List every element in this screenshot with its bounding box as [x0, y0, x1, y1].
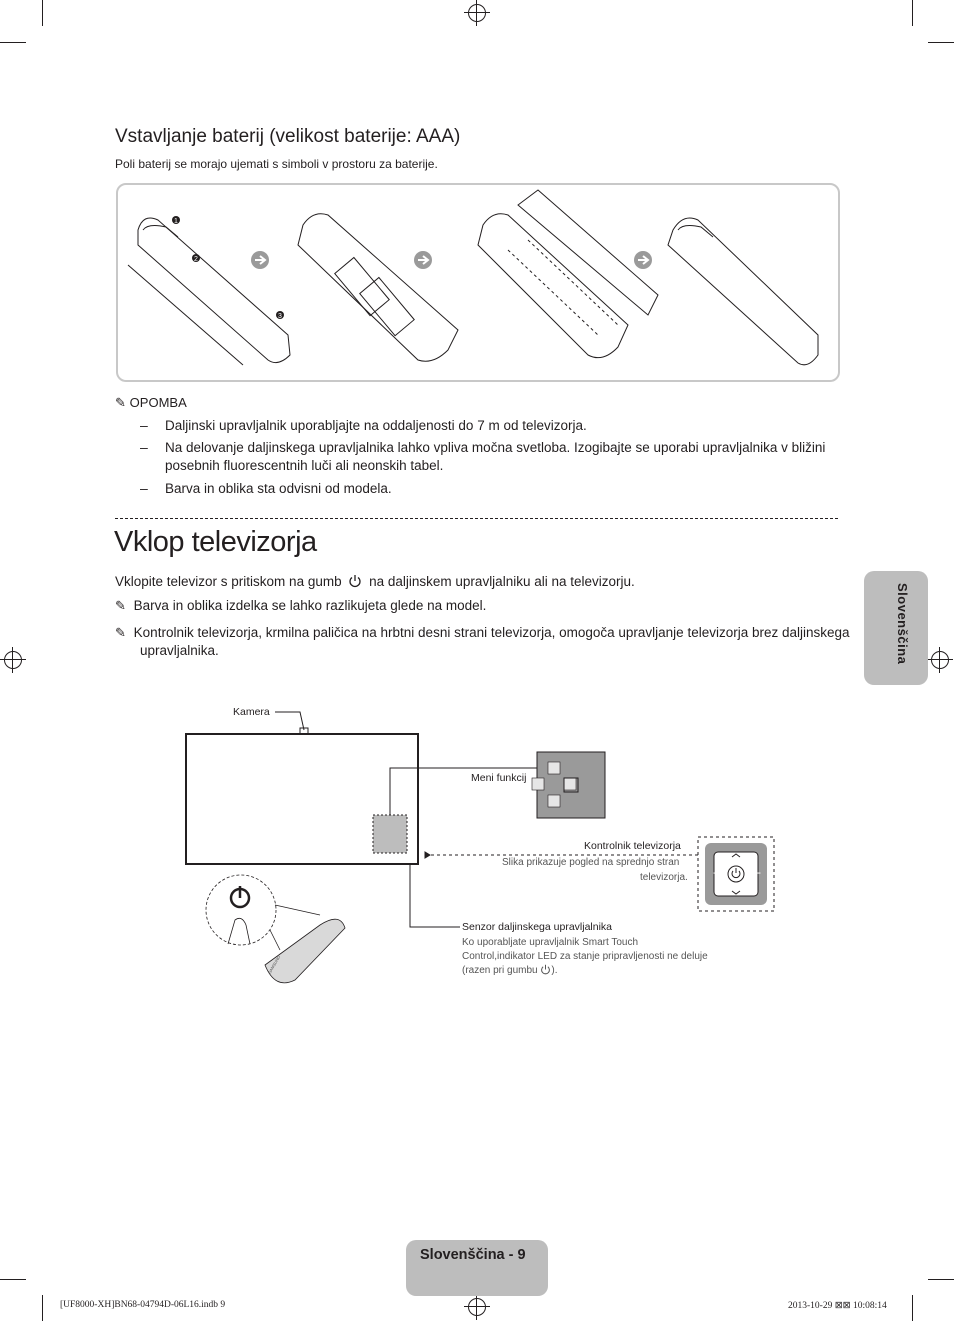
power-note-2-cont: upravljalnika.	[140, 643, 219, 658]
dash: –	[140, 480, 148, 496]
svg-text:1: 1	[174, 218, 178, 225]
camera-label: Kamera	[233, 706, 270, 718]
tv-controller-panel	[698, 837, 774, 911]
note-title: OPOMBA	[129, 395, 187, 410]
pencil-note-icon: ✎	[115, 625, 126, 640]
registration-mark-right	[931, 651, 949, 669]
battery-intro: Poli baterij se morajo ujemati s simboli v prostoru za baterije.	[115, 157, 438, 171]
sensor-desc-2: Control,indikator LED za stanje pripravljenosti ne deluje	[462, 951, 708, 962]
sensor-desc-1: Ko uporabljate upravljalnik Smart Touch	[462, 937, 639, 948]
controller-desc-1: Slika prikazuje pogled na sprednjo stran	[502, 857, 680, 868]
dash: –	[140, 417, 148, 433]
power-intro-after: na daljinskem upravljalniku ali na televizorju.	[369, 574, 635, 589]
svg-text:2: 2	[194, 256, 198, 263]
svg-text:3: 3	[278, 313, 282, 320]
remote-brand: SAMSUNG	[266, 954, 282, 975]
battery-steps-svg	[118, 185, 838, 380]
step-arrows	[251, 251, 652, 269]
power-icon	[348, 574, 362, 588]
language-side-tab-label: Slovenščina	[895, 583, 910, 665]
controller-desc-2: televizorja.	[640, 872, 688, 883]
power-icon	[540, 964, 551, 975]
battery-heading: Vstavljanje baterij (velikost baterije: AAA)	[115, 126, 461, 147]
controller-plus: +	[713, 866, 721, 880]
battery-illustration	[116, 183, 840, 382]
controller-label: Kontrolnik televizorja	[584, 840, 681, 852]
registration-mark-left	[4, 651, 22, 669]
footer-datetime: 2013-10-29 ⊠⊠ 10:08:14	[788, 1301, 887, 1311]
power-note-2: ✎ Kontrolnik televizorja, krmilna paličica na hrbtni desni strani televizorja, omogoča upravljanje televizorja brez daljinskega	[115, 625, 850, 640]
power-intro-before: Vklopite televizor s pritiskom na gumb	[115, 574, 342, 589]
note-item-3: Barva in oblika sta odvisni od modela.	[165, 481, 392, 496]
registration-mark-bottom	[468, 1298, 486, 1316]
note-item-1: Daljinski upravljalnik uporabljajte na oddaljenosti do 7 m od televizorja.	[165, 418, 587, 433]
power-note-1: ✎ Barva in oblika izdelka se lahko razlikujeta glede na model.	[115, 598, 487, 613]
menu-functions-panel	[532, 752, 605, 818]
page-number-label: Slovenščina - 9	[420, 1247, 526, 1263]
registration-mark-top	[468, 4, 486, 22]
dash: –	[140, 439, 148, 455]
controller-minus: −	[754, 866, 762, 880]
sensor-desc-3: (razen pri gumbu ).	[462, 965, 558, 976]
pencil-note-icon: ✎	[115, 598, 126, 613]
sensor-label: Senzor daljinskega upravljalnika	[462, 921, 613, 933]
power-intro	[115, 573, 635, 591]
note-item-2: Na delovanje daljinskega upravljalnika lahko vpliva močna svetloba. Izogibajte se uporabi upravljalnika v bližini	[165, 440, 826, 455]
power-heading: Vklop televizorja	[114, 526, 317, 558]
footer-file: [UF8000-XH]BN68-04794D-06L16.indb 9	[60, 1300, 226, 1310]
note-item-2-cont: posebnih fluorescentnih luči ali neonskih tabel.	[165, 458, 444, 473]
section-divider	[115, 518, 838, 519]
note-block	[115, 394, 835, 412]
menu-functions-label: Meni funkcij	[471, 772, 527, 784]
pencil-note-icon: ✎	[115, 395, 126, 410]
